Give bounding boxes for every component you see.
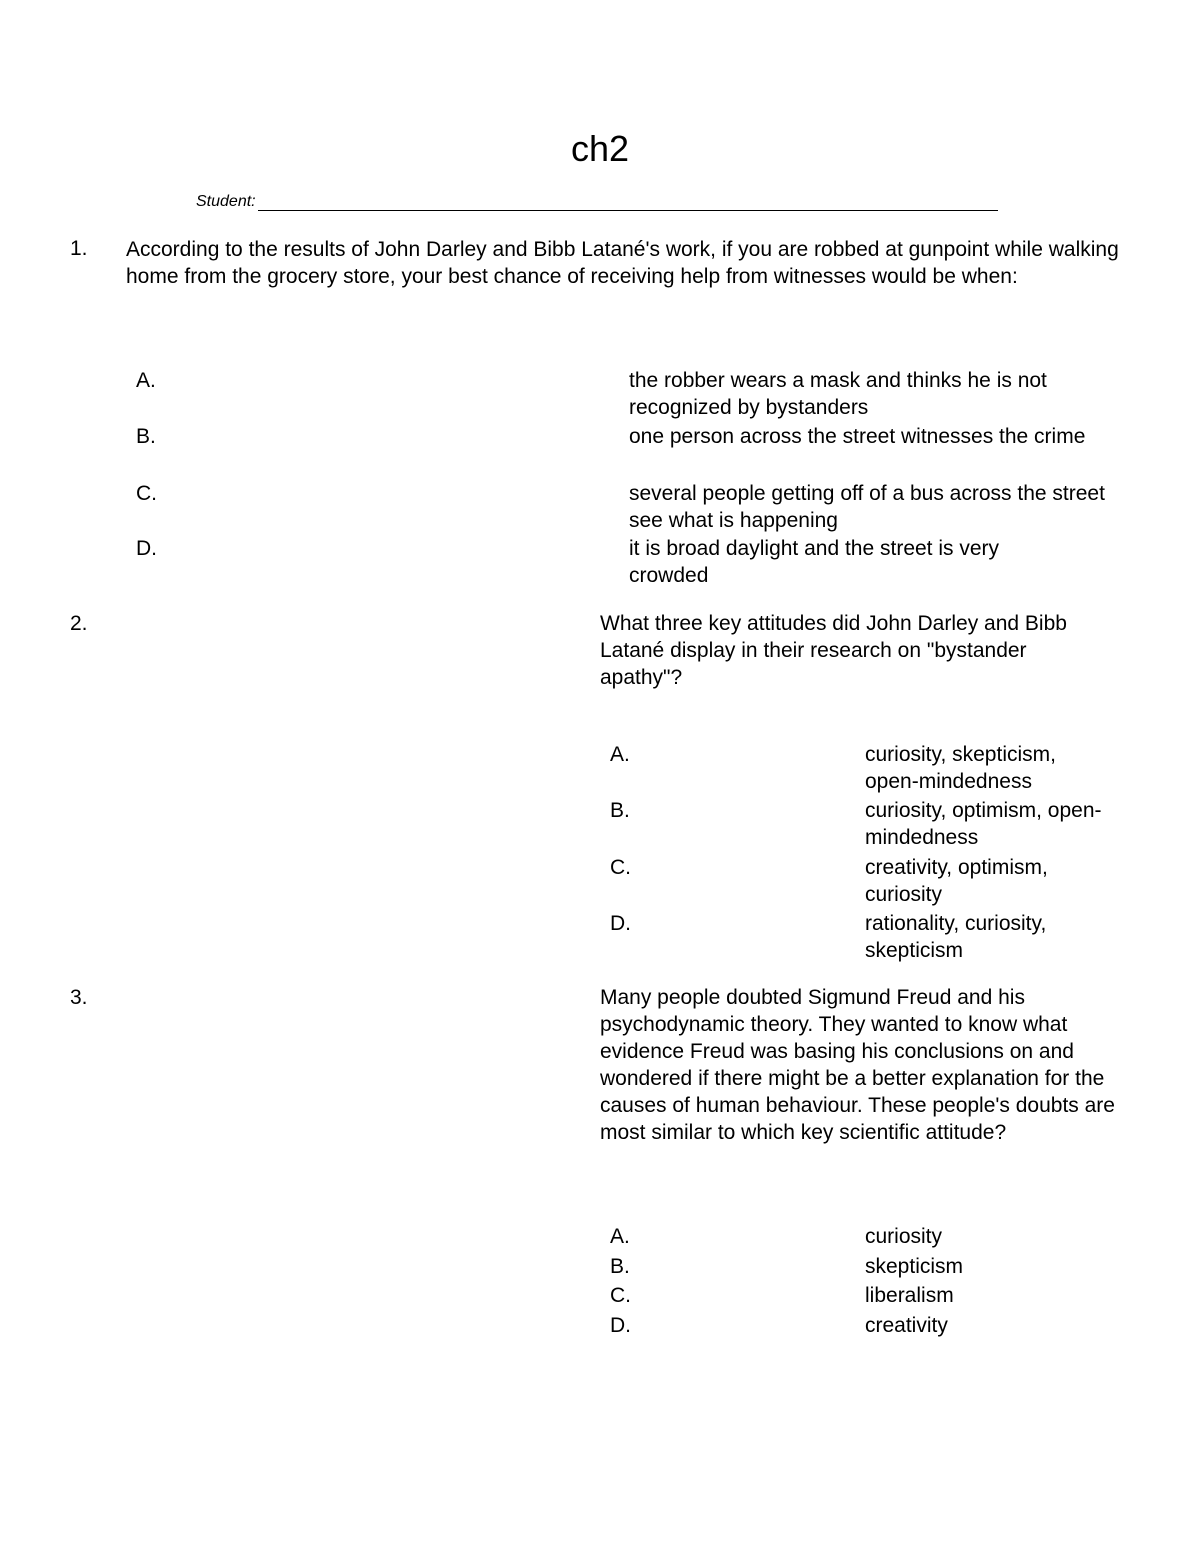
- question-number: 3.: [70, 986, 88, 1009]
- option-letter: A.: [136, 369, 156, 392]
- option-text: liberalism: [865, 1284, 954, 1307]
- question-text: What three key attitudes did John Darley and Bibb Latané display in their research on "bystander apathy"?: [600, 612, 1067, 689]
- option-letter: D.: [610, 912, 631, 935]
- option-text: curiosity: [865, 1225, 943, 1248]
- option-text: rationality, curiosity, skepticism: [865, 912, 1047, 962]
- option-text: the robber wears a mask and thinks he is not recognized by bystanders: [629, 369, 1047, 419]
- student-name-field[interactable]: [196, 193, 998, 211]
- question-number: 1.: [70, 237, 88, 260]
- student-label: Student:: [196, 193, 256, 210]
- question-text: According to the results of John Darley and Bibb Latané's work, if you are robbed at gunpoint while walking home from the grocery store, your best chance of receiving help from witnesses would be when:: [126, 238, 1119, 288]
- option-text: creativity: [865, 1314, 948, 1337]
- student-name-line[interactable]: [258, 194, 998, 211]
- page-title: ch2: [570, 128, 630, 169]
- option-text: several people getting off of a bus across the street see what is happening: [629, 482, 1105, 532]
- question-text: Many people doubted Sigmund Freud and his psychodynamic theory. They wanted to know what evidence Freud was basing his conclusions on and wondered if there might be a better explanation for the causes of human behaviour. These people's doubts are most similar to which key scientific attitude?: [600, 986, 1115, 1144]
- option-letter: C.: [610, 1284, 631, 1307]
- option-text: skepticism: [865, 1255, 964, 1278]
- option-letter: C.: [610, 856, 631, 879]
- option-letter: B.: [610, 1255, 630, 1278]
- option-text: creativity, optimism, curiosity: [865, 856, 1048, 906]
- question-number: 2.: [70, 612, 88, 635]
- option-letter: B.: [610, 799, 630, 822]
- option-text: curiosity, skepticism, open-mindedness: [865, 743, 1056, 793]
- option-text: one person across the street witnesses the crime: [629, 425, 1086, 448]
- option-letter: A.: [610, 743, 630, 766]
- option-letter: C.: [136, 482, 157, 505]
- option-letter: B.: [136, 425, 156, 448]
- option-letter: D.: [610, 1314, 631, 1337]
- option-letter: A.: [610, 1225, 630, 1248]
- option-text: curiosity, optimism, open-mindedness: [865, 799, 1102, 849]
- option-letter: D.: [136, 537, 157, 560]
- option-text: it is broad daylight and the street is very crowded: [629, 537, 1000, 587]
